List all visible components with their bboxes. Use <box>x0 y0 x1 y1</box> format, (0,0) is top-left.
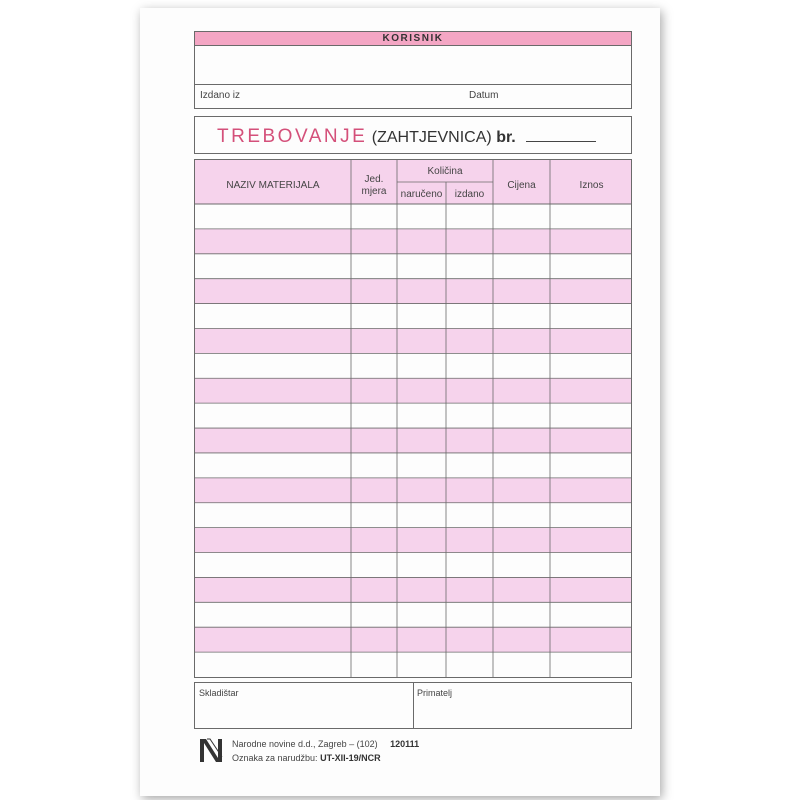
footer-code: 120111 <box>390 739 420 749</box>
table-grid <box>195 160 633 679</box>
footer-line-1 <box>232 739 419 749</box>
title-number-line[interactable] <box>526 141 596 142</box>
header-naruceno: naručeno <box>400 189 443 200</box>
materials-table <box>194 159 632 678</box>
form-sheet <box>140 8 660 796</box>
datum-label: Datum <box>469 90 499 101</box>
header-jed-line2: mjera <box>361 186 387 197</box>
footer-order-code: UT-XII-19/NCR <box>320 753 381 763</box>
signature-block <box>194 682 632 729</box>
korisnik-header: KORISNIK <box>195 32 631 46</box>
title-sub: (ZAHTJEVNICA) <box>371 129 492 146</box>
table-row-stripe <box>195 328 631 353</box>
table-row-stripe <box>195 528 631 553</box>
header-izdano: izdano <box>454 189 485 200</box>
footer-order-label: Oznaka za narudžbu: <box>232 753 318 763</box>
table-row-stripe <box>195 428 631 453</box>
izdano-iz-label: Izdano iz <box>200 90 241 101</box>
korisnik-divider <box>195 84 631 85</box>
header-naziv: NAZIV MATERIJALA <box>226 180 320 191</box>
header-kolicina: Količina <box>427 166 463 177</box>
table-row-stripe <box>195 478 631 503</box>
skladistar-label: Skladištar <box>199 688 239 698</box>
title-block <box>194 116 632 154</box>
footer-publisher: Narodne novine d.d., Zagreb – (102) <box>232 739 378 749</box>
table-row-stripe <box>195 279 631 304</box>
primatelj-label: Primatelj <box>417 688 453 698</box>
table-row-stripe <box>195 577 631 602</box>
title-main: TREBOVANJE <box>217 126 368 147</box>
footer-line-2 <box>232 753 381 763</box>
publisher-logo-icon <box>198 736 224 764</box>
table-row-stripe <box>195 229 631 254</box>
header-cijena: Cijena <box>507 180 536 191</box>
header-jed-line1: Jed. <box>364 174 384 185</box>
signature-divider <box>413 683 414 728</box>
title-number-label: br. <box>496 129 516 146</box>
table-row-stripe <box>195 627 631 652</box>
header-iznos: Iznos <box>579 180 604 191</box>
korisnik-block <box>194 31 632 109</box>
header-jed <box>351 174 397 198</box>
table-row-stripe <box>195 378 631 403</box>
